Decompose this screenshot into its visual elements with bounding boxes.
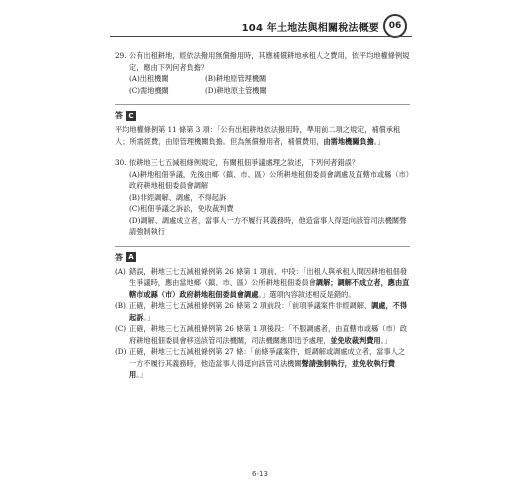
- answer-30: [115, 246, 410, 381]
- item-emphasis: 調解；調解不成立者，應由直轄市或縣（市）政府耕地租佃委員會調處: [129, 278, 410, 299]
- page-number: 6-13: [252, 470, 268, 478]
- item-emphasis: 並免收裁判費用: [330, 335, 381, 345]
- answer-letter: A: [126, 252, 136, 262]
- option-c: (C)需地機關: [129, 85, 169, 95]
- option-a: (A)出租機關: [129, 74, 169, 83]
- options: [129, 73, 410, 96]
- page-content: [115, 50, 410, 381]
- answer-29: [115, 104, 410, 147]
- item-text: 正確，耕地三七五減租條例第 26 條第 1 項後段：「不服調處者，由直轄市或縣（市）政府耕地租佃委員會移送該管司法機關，司法機關應即迅予處理，: [129, 324, 408, 345]
- item-text-end: 。」: [143, 312, 155, 322]
- header-divider: [110, 36, 412, 37]
- question-stem: 依耕地三七五減租條例規定，有關租佃爭議處理之敘述，下列何者錯誤？: [129, 158, 360, 167]
- option-c: (C)租佃爭議之訴訟，免收裁判費: [129, 204, 234, 213]
- page-header: [242, 14, 407, 38]
- answer-explanation: [115, 124, 410, 147]
- option-d: (D)調解、調處成立者，當事人一方不履行其義務時，他造當事人得逕向該管司法機關聲請強制執行: [129, 215, 407, 236]
- item-mark: (C): [115, 324, 127, 333]
- option-b: (B)非經調解、調處，不得起訴: [129, 192, 227, 202]
- item-mark: (B): [115, 301, 126, 310]
- explanation-item-d: [115, 346, 410, 381]
- option-b: (B)耕地原管理機關: [205, 74, 267, 83]
- answer-label: 答: [115, 111, 123, 120]
- chapter-badge: 06: [383, 14, 407, 38]
- explanation-item-a: [115, 266, 410, 301]
- option-d: (D)耕地原主管機關: [205, 85, 267, 95]
- explanation-text: 平均地權條例第 11 條第 3 項：「公有出租耕地依法撥用時，準用前二項之規定，補償承租人；所需經費，由原管理機關負擔。但為無償撥用者，補償費用，: [115, 125, 401, 146]
- item-text-end: 。」: [136, 370, 147, 379]
- question-29: [115, 50, 410, 96]
- item-text: 正確，耕地三七五減租條例第 26 條第 2 項前段：「前項爭議案件非經調解、: [129, 301, 372, 310]
- answer-explanation: [115, 266, 410, 381]
- item-text: 錯誤，耕地三七五減租條例第 26 條第 1 項前、中段：「出租人與承租人間因耕地租佃發生爭議時，應由當地鄉（鎮、市、區）公所耕地租佃委員會: [129, 266, 408, 287]
- item-text-end: 。」選項內容敘述相反是錯的。: [258, 289, 356, 299]
- item-text: 正確，耕地三七五減租條例第 27 條：「前條爭議案件，經調解或調處成立者，當事人之一方不履行其義務時，他造當事人得逕向該管司法機關: [129, 347, 406, 368]
- answer-letter: C: [126, 111, 136, 121]
- item-emphasis: 調處，不得起訴: [129, 301, 408, 322]
- answer-label: 答: [115, 252, 123, 262]
- explanation-text-end: 。」: [373, 136, 385, 146]
- option-a: (A)耕地租佃爭議，先後由鄉（鎮、市、區）公所耕地租佃委員會調處及直轄市或縣（市）政府耕地租佃委員會調解: [129, 169, 410, 190]
- options: [129, 169, 410, 238]
- item-text-end: 。」: [380, 335, 392, 345]
- explanation-item-c: [115, 323, 410, 346]
- question-number: 29.: [115, 51, 127, 60]
- explanation-emphasis: 由需地機關負擔: [323, 136, 374, 146]
- item-emphasis: 聲請強制執行，並免收執行費用: [129, 358, 395, 379]
- item-mark: (A): [115, 266, 126, 276]
- question-stem: 公有出租耕地，經依法撥用無償撥用時，其應補償耕地承租人之費用，依平均地權條例規定，應由下列何者負擔？: [129, 51, 410, 72]
- explanation-item-b: [115, 300, 410, 323]
- book-title: 104 年土地法與相關稅法概要: [241, 22, 379, 34]
- question-30: [115, 157, 410, 238]
- item-mark: (D): [115, 347, 127, 356]
- question-number: 30.: [115, 158, 127, 167]
